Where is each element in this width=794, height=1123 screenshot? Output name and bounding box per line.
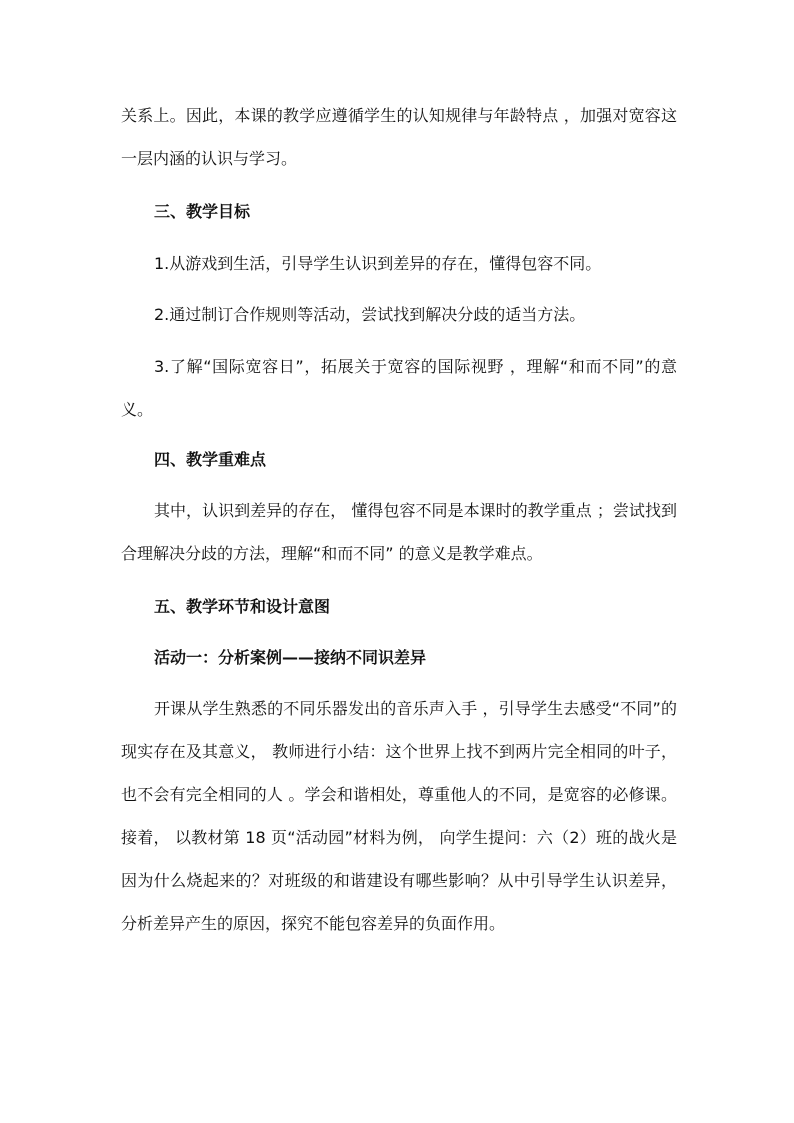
objective-item-2: 2.通过制订合作规则等活动，尝试找到解决分歧的适当方法。 xyxy=(154,305,586,324)
section-4-heading: 四、教学重难点 xyxy=(154,450,267,469)
objective-item-1: 1.从游戏到生活，引导学生认识到差异的存在，懂得包容不同。 xyxy=(154,254,602,273)
section-5-heading: 五、教学环节和设计意图 xyxy=(154,597,331,616)
objective-item-3: 3.了解“国际宽容日”，拓展关于宽容的国际视野 ，理解“和而不同”的意义。 xyxy=(121,357,677,419)
key-points-paragraph: 其中，认识到差异的存在， 懂得包容不同是本课时的教学重点 ；尝试找到合理解决分歧的方法，理解“和而不同” 的意义是教学难点。 xyxy=(121,501,677,563)
activity-1-paragraph: 开课从学生熟悉的不同乐器发出的音乐声入手 ，引导学生去感受“不同”的现实存在及其意义， 教师进行小结：这个世界上找不到两片完全相同的叶子，也不会有完全相同的人 。学会和谐相处，尊重他人的不同，是宽容的必修课。接着， 以教材第 18 页“活动园”材料为例， 向学生提问：六（2）班的战火是因为什么烧起来的？对班级的和谐建设有哪些影响？从中引导学生认识差异，分析差异产生的原因，探究不能包容差异的负面作用。 xyxy=(121,699,677,933)
activity-1-heading: 活动一：分析案例——接纳不同识差异 xyxy=(154,648,427,667)
section-3-heading: 三、教学目标 xyxy=(154,202,251,221)
intro-continuation-paragraph: 关系上。因此，本课的教学应遵循学生的认知规律与年龄特点 ，加强对宽容这一层内涵的认识与学习。 xyxy=(121,106,677,168)
